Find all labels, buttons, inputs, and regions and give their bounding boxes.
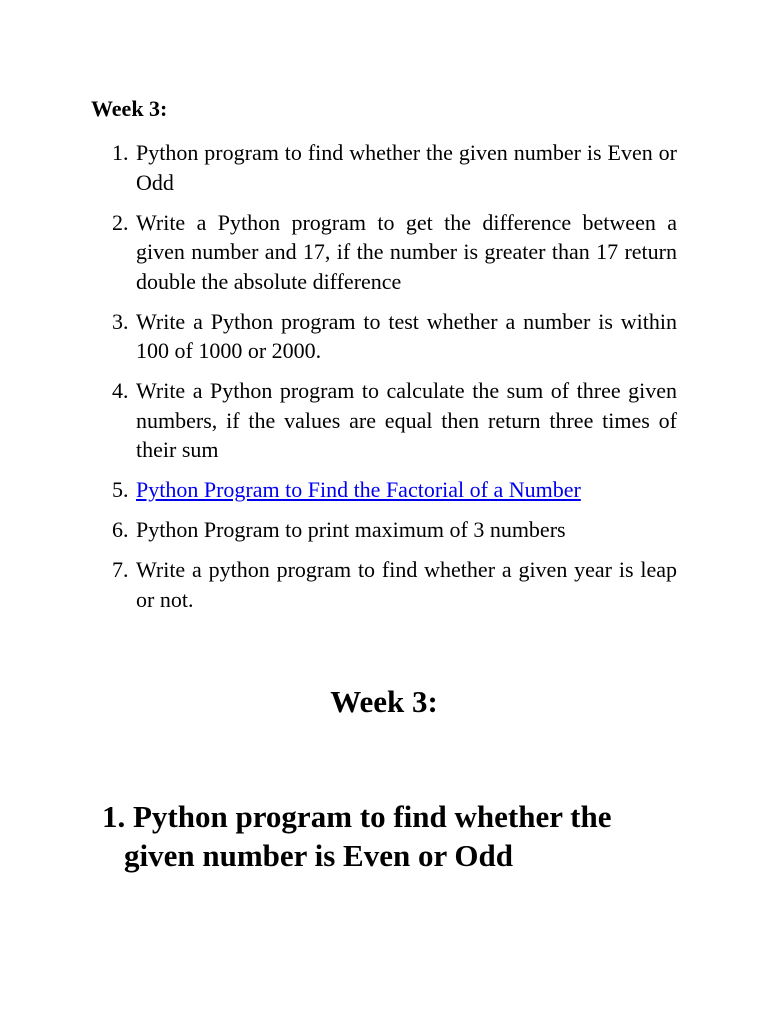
task-number: 7. [112,557,129,582]
task-list [105,138,677,625]
section-item-1 [102,798,682,875]
section-item-number: 1. [102,799,126,834]
section-item-line2: given number is Even or Odd [124,837,514,873]
section-item-line1: Python program to find whether the [133,799,612,834]
task-item-6 [105,515,677,545]
task-text: Python program to find whether the given number is Even or Odd [136,140,677,195]
task-number: 5. [112,477,129,502]
week-heading-large: Week 3: [330,684,438,719]
task-item-7 [105,555,677,614]
task-number: 6. [112,517,129,542]
week-heading-small: Week 3: [91,96,168,121]
task-item-3 [105,307,677,366]
task-item-2 [105,208,677,297]
task-item-1 [105,138,677,197]
task-number: 2. [112,209,129,235]
task-text: Write a Python program to calculate the sum of three given numbers, if the values are equal then return three times of their sum [136,378,677,462]
task-number: 4. [112,378,129,403]
factorial-link[interactable]: Python Program to Find the Factorial of a Number [136,477,581,502]
task-number: 3. [112,308,129,334]
task-item-4 [105,376,677,465]
task-text: Write a Python program to test whether a number is within 100 of 1000 or 2000. [136,308,677,363]
task-text: Write a Python program to get the difference between a given number and 17, if the number is greater than 17 return double the absolute difference [136,209,677,294]
task-text: Write a python program to find whether a given year is leap or not. [136,557,677,612]
task-number: 1. [112,140,129,165]
task-item-5[interactable] [105,475,677,505]
task-text: Python Program to print maximum of 3 numbers [136,517,566,542]
